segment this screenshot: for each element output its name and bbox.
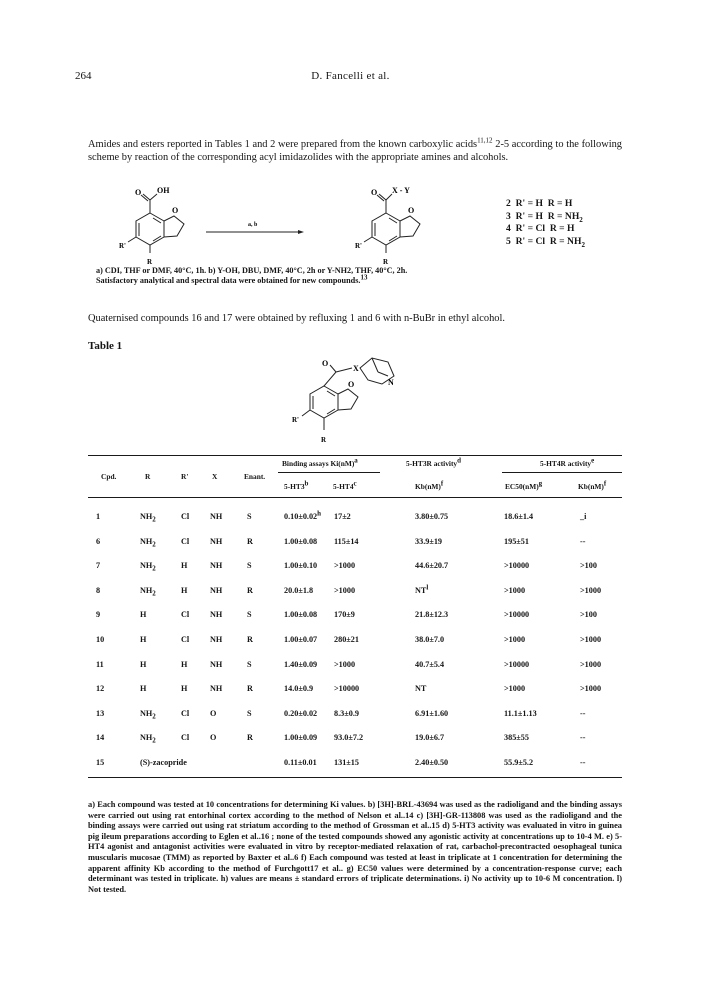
cell-enant-row-6: R	[247, 536, 253, 546]
hdr-binding: Binding assays Ki(nM)$^a$	[282, 456, 358, 468]
cell-rp-row-14: Cl	[181, 733, 190, 743]
cell-ec50-row-14: 385±55	[504, 733, 529, 743]
hdr-kb1: Kb(nM)$^f$	[415, 479, 444, 491]
cell-kb-row-15: 2.40±0.50	[415, 758, 449, 767]
ht4r-rule	[502, 472, 622, 473]
compound-3: 3 R' = H $R = NH_2$	[506, 210, 583, 224]
hdr-ht4r: 5-HT4R activity$^e$	[540, 456, 595, 468]
cell-r-row-15: (S)-zacopride	[140, 758, 187, 767]
cell-cpd-row-11: 11	[96, 659, 104, 669]
cell-cpd-row-13: 13	[96, 708, 105, 718]
cell-rp-row-12: H	[181, 684, 188, 694]
svg-text:R: R	[321, 436, 327, 444]
hdr-ec50: EC50(nM)$^g$	[505, 479, 543, 491]
cell-kb2-row-8: >1000	[580, 585, 602, 595]
hdr-cpd: Cpd.	[101, 472, 117, 481]
cell-ht4-row-9: 170±9	[334, 610, 355, 620]
compound-4: 4 R' = Cl R = H	[506, 223, 575, 235]
arrow-head	[298, 230, 304, 234]
cell-enant-row-10: R	[247, 635, 253, 644]
cell-x-row-13: O	[210, 708, 217, 718]
cell-kb-row-11: 40.7±5.4	[415, 659, 445, 669]
svg-text:O: O	[371, 188, 378, 197]
cell-ec50-row-7: >10000	[504, 561, 530, 571]
cell-kb2-row-1: _i	[580, 512, 587, 521]
cell-r-row-1: $NH_2$	[140, 512, 156, 524]
cell-cpd-row-6: 6	[96, 536, 101, 546]
svg-text:R: R	[147, 258, 153, 266]
cell-rp-row-1: Cl	[181, 512, 190, 521]
cell-ht3-row-7: 1.00±0.10	[284, 561, 318, 571]
svg-text:R: R	[383, 258, 389, 266]
cell-cpd-row-12: 12	[96, 684, 105, 694]
starting-acid-structure	[119, 186, 184, 266]
cell-x-row-10: NH	[210, 635, 223, 644]
cell-r-row-10: H	[140, 635, 147, 644]
synthesis-scheme	[100, 180, 500, 266]
cell-rp-row-13: Cl	[181, 708, 190, 718]
cell-kb-row-12: NT	[415, 684, 427, 694]
cell-cpd-row-15: 15	[96, 758, 105, 767]
cell-ec50-row-11: >10000	[504, 659, 530, 669]
cell-kb2-row-15: --	[580, 758, 586, 767]
cell-enant-row-7: S	[247, 561, 252, 571]
hdr-kb2: Kb(nM)$^f$	[578, 479, 607, 491]
cell-r-row-8: $NH_2$	[140, 585, 156, 598]
cell-rp-row-6: Cl	[181, 536, 190, 546]
cell-enant-row-12: R	[247, 684, 253, 694]
cell-r-row-7: $NH_2$	[140, 561, 156, 573]
hdr-r: R	[145, 472, 151, 481]
cell-kb-row-1: 3.80±0.75	[415, 512, 449, 521]
cell-ht3-row-8: 20.0±1.8	[284, 585, 314, 595]
cell-enant-row-11: S	[247, 659, 252, 669]
cell-ht4-row-15: 131±15	[334, 758, 359, 767]
cell-enant-row-1: S	[247, 512, 252, 521]
cell-ht3-row-12: 14.0±0.9	[284, 684, 314, 694]
hdr-ht3: 5-HT3$^b$	[284, 479, 309, 491]
cell-rp-row-8: H	[181, 585, 188, 595]
cell-r-row-6: $NH_2$	[140, 536, 156, 549]
cell-ht4-row-13: 8.3±0.9	[334, 708, 359, 718]
cell-r-row-11: H	[140, 659, 147, 669]
binding-rule	[278, 472, 380, 473]
cell-x-row-8: NH	[210, 585, 223, 595]
svg-text:O: O	[172, 206, 179, 215]
table-footnotes: a) Each compound was tested at 10 concentrations for determining Ki values. b) [3H]-BRL-43694 was used as the radioligand and the binding assays were carried out using rat entorhinal cortex according to the method of Nelson et al..14 c) [3H]-GR-113808 was used as the radioligand and the binding assays were carried out using rat striatum according to the method of Grossman et al..15 d) 5-HT3 activity was evaluated in vitro in guinea pig ileum preparations according to Eglen et al..16 ; none of the tested compounds showed any agonistic activity at concentrations up to 10-4 M. e) 5-HT4 agonist and antagonist activities were evaluated in vitro by receptor-mediated relaxation of rat, carbachol-precontracted oesophageal tunica muscularis mucosae (TMM) as reported by Baxter et al..6 f) Each compound was tested at least in triplicate at 1 concentration for determining the apparent affinity Kb according to the method of Furchgott17 et al.. g) EC50 values were determined by a concentration-response curve; each determinant was tested in triplicate. h) values are means ± standard errors of triplicate determinations. i) No activity up to 10-6 M concentration. l) Not tested.	[88, 800, 622, 894]
intro-paragraph: Amides and esters reported in Tables 1 and 2 were prepared from the known carboxylic acids$^{11,12}$ 2-5 according to the following scheme by reaction of the corresponding acyl imidazolides with the appropriate amines and alcohols.	[88, 136, 622, 164]
cell-x-row-6: NH	[210, 536, 223, 546]
cell-ht4-row-7: >1000	[334, 561, 356, 571]
cell-kb2-row-9: >100	[580, 610, 597, 620]
table-title: Table 1	[88, 340, 123, 352]
cell-ec50-row-13: 11.1±1.13	[504, 708, 537, 718]
cell-enant-row-9: S	[247, 610, 252, 620]
cell-rp-row-9: Cl	[181, 610, 190, 620]
cell-kb2-row-7: >100	[580, 561, 597, 571]
arrow-label: a, b	[248, 222, 258, 228]
cell-ec50-row-15: 55.9±5.2	[504, 758, 534, 767]
cell-kb2-row-14: --	[580, 733, 586, 743]
cell-cpd-row-8: 8	[96, 585, 101, 595]
cell-r-row-9: H	[140, 610, 147, 620]
hdr-enant: Enant.	[244, 472, 266, 481]
cell-ht3-row-14: 1.00±0.09	[284, 733, 318, 743]
cell-enant-row-14: R	[247, 733, 253, 743]
table-structure	[290, 352, 430, 452]
cell-ht4-row-11: >1000	[334, 659, 356, 669]
compound-5: 5 R' = Cl $R = NH_2$	[506, 235, 585, 249]
cell-kb-row-10: 38.0±7.0	[415, 635, 445, 644]
quaternised-sentence: Quaternised compounds 16 and 17 were obtained by refluxing 1 and 6 with n-BuBr in ethyl alcohol.	[88, 313, 505, 324]
cell-ec50-row-12: >1000	[504, 684, 526, 694]
table-header-rule	[88, 497, 622, 498]
table-bottom-rule	[88, 777, 622, 778]
cell-r-row-13: $NH_2$	[140, 708, 156, 721]
cell-ec50-row-10: >1000	[504, 635, 526, 644]
svg-text:O: O	[348, 380, 355, 389]
cell-ht4-row-12: >10000	[334, 684, 360, 694]
cell-ht3-row-6: 1.00±0.08	[284, 536, 318, 546]
page-number: 264	[75, 70, 92, 82]
hdr-ht4: 5-HT4$^c$	[333, 479, 357, 491]
cell-rp-row-7: H	[181, 561, 188, 571]
cell-kb2-row-6: --	[580, 536, 586, 546]
xy-label: X - Y	[392, 186, 410, 195]
cell-enant-row-8: R	[247, 585, 253, 595]
cell-kb2-row-11: >1000	[580, 659, 602, 669]
cell-ht4-row-10: 280±21	[334, 635, 359, 644]
cell-cpd-row-1: 1	[96, 512, 101, 521]
cell-cpd-row-9: 9	[96, 610, 101, 620]
svg-text:R': R'	[355, 242, 362, 250]
cell-r-row-12: H	[140, 684, 147, 694]
cell-ht3-row-13: 0.20±0.02	[284, 708, 318, 718]
cell-ec50-row-9: >10000	[504, 610, 530, 620]
svg-text:X: X	[353, 364, 359, 373]
cell-kb-row-6: 33.9±19	[415, 536, 443, 546]
cell-rp-row-11: H	[181, 659, 188, 669]
hdr-rp: R'	[181, 472, 189, 481]
svg-text:R': R'	[292, 416, 299, 424]
cell-kb-row-8: $NT^l$	[415, 583, 429, 595]
compound-list	[506, 198, 585, 248]
cell-x-row-1: NH	[210, 512, 223, 521]
cell-r-row-14: $NH_2$	[140, 733, 156, 746]
cell-ht4-row-6: 115±14	[334, 536, 359, 546]
cell-ec50-row-6: 195±51	[504, 536, 529, 546]
cell-ec50-row-8: >1000	[504, 585, 526, 595]
cell-x-row-7: NH	[210, 561, 223, 571]
product-structure	[355, 186, 420, 266]
scheme-notes: a) CDI, THF or DMF, 40°C, 1h. b) Y-OH, DBU, DMF, 40°C, 2h or Y-NH2, THF, 40°C, 2h. Satisfactory analytical and spectral data were obtained for new compounds.$^{13}$	[96, 266, 408, 286]
oh-label: OH	[157, 186, 170, 195]
svg-text:O: O	[322, 359, 329, 368]
svg-text:N: N	[388, 378, 394, 387]
cell-kb2-row-12: >1000	[580, 684, 602, 694]
compound-2: 2 R' = H R = H	[506, 198, 573, 209]
cell-kb-row-13: 6.91±1.60	[415, 708, 449, 718]
cell-kb-row-7: 44.6±20.7	[415, 561, 449, 571]
hdr-ht3r: 5-HT3R activity$^d$	[406, 456, 462, 468]
cell-ec50-row-1: 18.6±1.4	[504, 512, 534, 521]
cell-ht3-row-1: 0.10±0.02$^h$	[284, 509, 322, 521]
cell-ht3-row-10: 1.00±0.07	[284, 635, 318, 644]
cell-ht3-row-9: 1.00±0.08	[284, 610, 318, 620]
cell-kb-row-9: 21.8±12.3	[415, 610, 449, 620]
cell-enant-row-13: S	[247, 708, 252, 718]
carbonyl-o: O	[135, 188, 142, 197]
cell-x-row-9: NH	[210, 610, 223, 620]
cell-x-row-11: NH	[210, 659, 223, 669]
cell-kb-row-14: 19.0±6.7	[415, 733, 445, 743]
cell-cpd-row-10: 10	[96, 635, 105, 644]
cell-cpd-row-7: 7	[96, 561, 101, 571]
cell-x-row-14: O	[210, 733, 217, 743]
cell-cpd-row-14: 14	[96, 733, 105, 743]
cell-rp-row-10: Cl	[181, 635, 190, 644]
cell-x-row-12: NH	[210, 684, 223, 694]
cell-ht4-row-14: 93.0±7.2	[334, 733, 364, 743]
hdr-x: X	[212, 472, 218, 481]
svg-text:R': R'	[119, 242, 126, 250]
running-head: D. Fancelli et al.	[311, 70, 390, 82]
cell-ht4-row-1: 17±2	[334, 512, 351, 521]
cell-ht3-row-11: 1.40±0.09	[284, 659, 318, 669]
svg-text:O: O	[408, 206, 415, 215]
cell-ht4-row-8: >1000	[334, 585, 356, 595]
cell-ht3-row-15: 0.11±0.01	[284, 758, 317, 767]
cell-kb2-row-13: --	[580, 708, 586, 718]
cell-kb2-row-10: >1000	[580, 635, 602, 644]
